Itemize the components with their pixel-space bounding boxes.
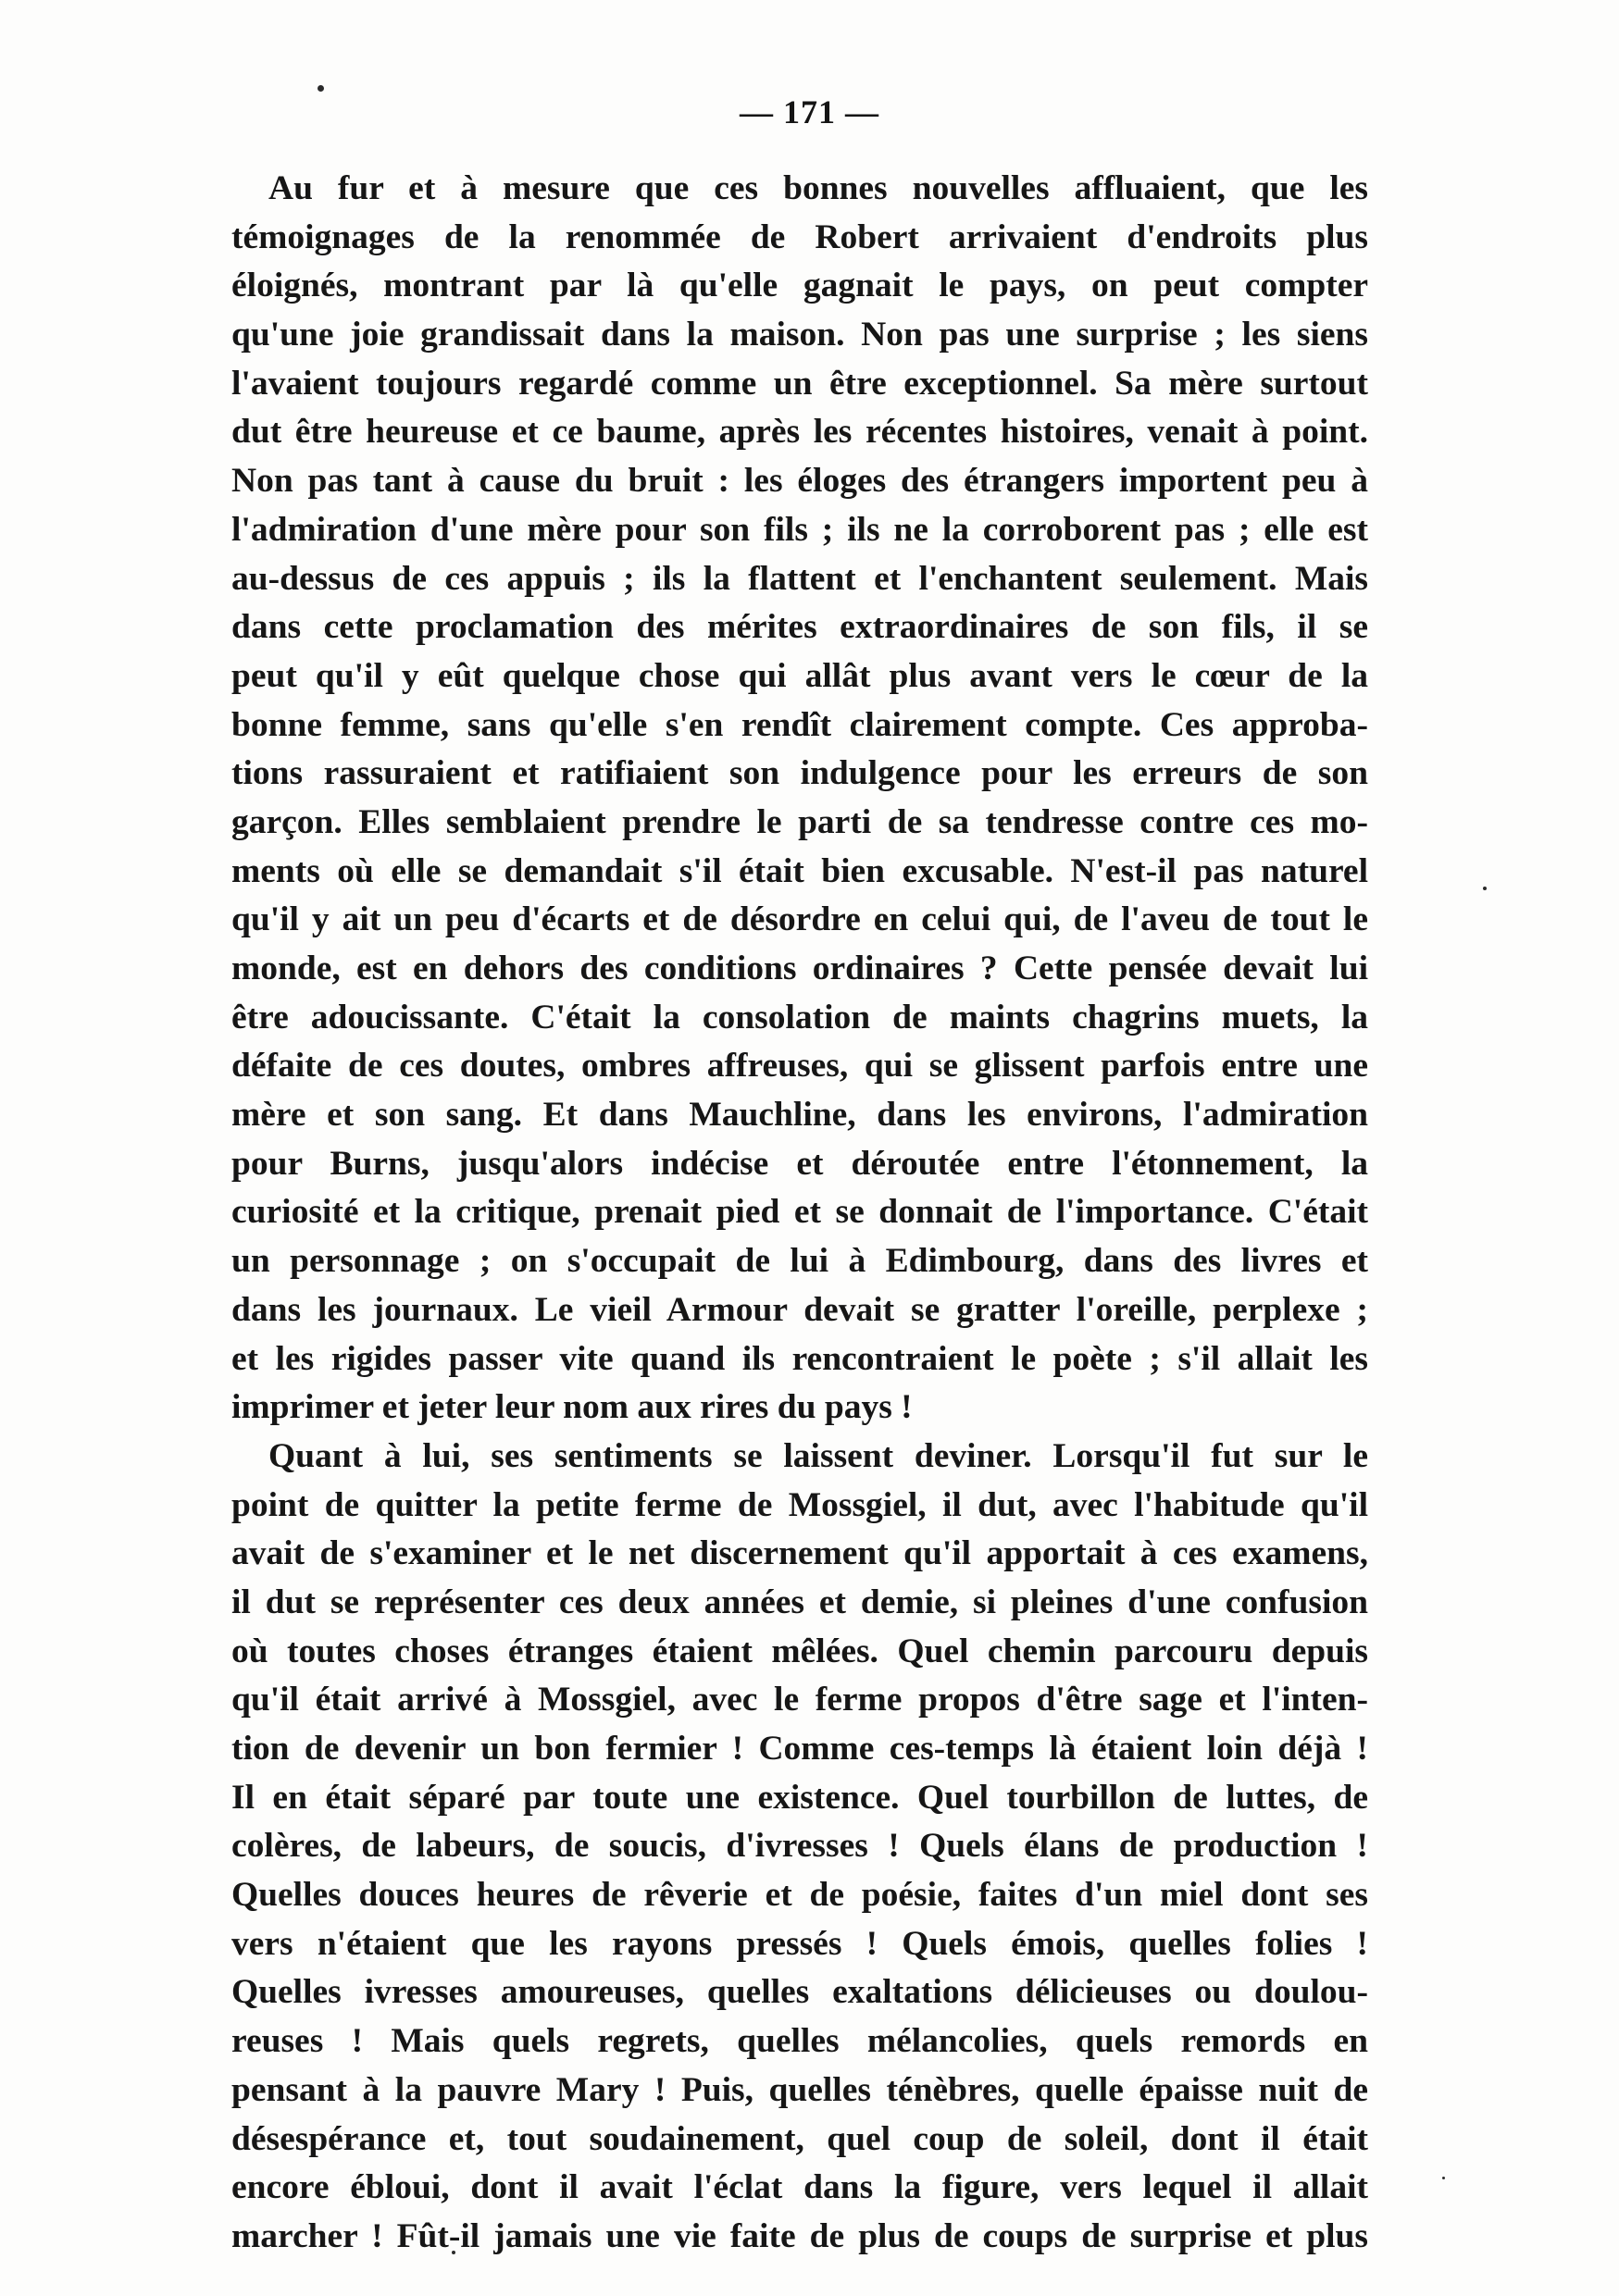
text-line: marcher ! Fût-il jamais une vie faite de plus de coups de surprise et plus xyxy=(231,2216,1368,2255)
text-line: dans cette proclamation des mérites extraordinaires de son fils, il se xyxy=(231,608,1368,647)
text-line: Quelles ivresses amoureuses, quelles exaltations délicieuses ou doulou- xyxy=(231,1973,1368,2012)
text-line: Il en était séparé par toute une existence. Quel tourbillon de luttes, de xyxy=(231,1778,1368,1817)
text-line: dans les journaux. Le vieil Armour devait se gratter l'oreille, perplexe ; xyxy=(231,1290,1368,1329)
text-line: témoignages de la renommée de Robert arrivaient d'endroits plus xyxy=(231,217,1368,256)
print-speck xyxy=(318,85,324,92)
text-line: point de quitter la petite ferme de Mossgiel, il dut, avec l'habitude qu'il xyxy=(231,1485,1368,1524)
paragraph xyxy=(231,1433,1368,2262)
text-line: tions rassuraient et ratifiaient son indulgence pour les erreurs de son xyxy=(231,754,1368,793)
text-line: éloignés, montrant par là qu'elle gagnait le pays, on peut compter xyxy=(231,267,1368,305)
text-line: qu'il était arrivé à Mossgiel, avec le ferme propos d'être sage et l'inten- xyxy=(231,1681,1368,1719)
text-line: au-dessus de ces appuis ; ils la flattent et l'enchantent seulement. Mais xyxy=(231,559,1368,598)
print-speck xyxy=(1483,887,1487,890)
text-line: et les rigides passer vite quand ils rencontraient le poète ; s'il allait les xyxy=(231,1339,1368,1378)
text-line: qu'une joie grandissait dans la maison. Non pas une surprise ; les siens xyxy=(231,316,1368,354)
text-line: il dut se représenter ces deux années et demie, si pleines d'une confusion xyxy=(231,1582,1368,1621)
text-line: monde, est en dehors des conditions ordinaires ? Cette pensée devait lui xyxy=(231,949,1368,987)
page-number: — 171 — xyxy=(740,93,879,130)
text-line: Quant à lui, ses sentiments se laissent deviner. Lorsqu'il fut sur le xyxy=(268,1436,1368,1475)
text-line: être adoucissante. C'était la consolation de maints chagrins muets, la xyxy=(231,998,1368,1036)
text-line: pour Burns, jusqu'alors indécise et déroutée entre l'étonnement, la xyxy=(231,1144,1368,1183)
text-line: pensant à la pauvre Mary ! Puis, quelles ténèbres, quelle épaisse nuit de xyxy=(231,2070,1368,2109)
text-line: défaite de ces doutes, ombres affreuses, qui se glissent parfois entre une xyxy=(231,1047,1368,1086)
text-line: imprimer et jeter leur nom aux rires du pays ! xyxy=(231,1388,913,1427)
print-speck xyxy=(1442,2177,1445,2179)
text-line: curiosité et la critique, prenait pied et se donnait de l'importance. C'était xyxy=(231,1193,1368,1232)
text-line: bonne femme, sans qu'elle s'en rendît clairement compte. Ces approba- xyxy=(231,705,1368,744)
text-line: un personnage ; on s'occupait de lui à Edimbourg, dans des livres et xyxy=(231,1242,1368,1281)
text-line: encore ébloui, dont il avait l'éclat dans la figure, vers lequel il allait xyxy=(231,2168,1368,2207)
text-line: colères, de labeurs, de soucis, d'ivresses ! Quels élans de production ! xyxy=(231,1827,1368,1866)
text-line: qu'il y ait un peu d'écarts et de désordre en celui qui, de l'aveu de tout le xyxy=(231,900,1368,939)
text-line: tion de devenir un bon fermier ! Comme ces-temps là étaient loin déjà ! xyxy=(231,1730,1368,1768)
text-line: l'avaient toujours regardé comme un être exceptionnel. Sa mère surtout xyxy=(231,364,1368,403)
paragraph xyxy=(231,165,1368,1433)
text-line: Au fur et à mesure que ces bonnes nouvelles affluaient, que les xyxy=(268,169,1368,207)
text-line: peut qu'il y eût quelque chose qui allât plus avant vers le cœur de la xyxy=(231,656,1368,695)
text-line: dut être heureuse et ce baume, après les récentes histoires, venait à point. xyxy=(231,413,1368,452)
text-line: mère et son sang. Et dans Mauchline, dans les environs, l'admiration xyxy=(231,1096,1368,1135)
text-line: l'admiration d'une mère pour son fils ; ils ne la corroborent pas ; elle est xyxy=(231,510,1368,549)
text-line: Non pas tant à cause du bruit : les éloges des étrangers importent peu à xyxy=(231,462,1368,501)
body-text xyxy=(231,165,1368,2262)
text-line: Quelles douces heures de rêverie et de poésie, faites d'un miel dont ses xyxy=(231,1876,1368,1915)
text-line: ments où elle se demandait s'il était bien excusable. N'est-il pas naturel xyxy=(231,851,1368,890)
text-line: où toutes choses étranges étaient mêlées. Quel chemin parcouru depuis xyxy=(231,1632,1368,1670)
text-line: désespérance et, tout soudainement, quel coup de soleil, dont il était xyxy=(231,2119,1368,2158)
text-line: avait de s'examiner et le net discernement qu'il apportait à ces examens, xyxy=(231,1534,1368,1573)
text-line: reuses ! Mais quels regrets, quelles mélancolies, quels remords en xyxy=(231,2022,1368,2061)
text-line: garçon. Elles semblaient prendre le parti de sa tendresse contre ces mo- xyxy=(231,802,1368,841)
text-line: vers n'étaient que les rayons pressés ! Quels émois, quelles folies ! xyxy=(231,1924,1368,1963)
